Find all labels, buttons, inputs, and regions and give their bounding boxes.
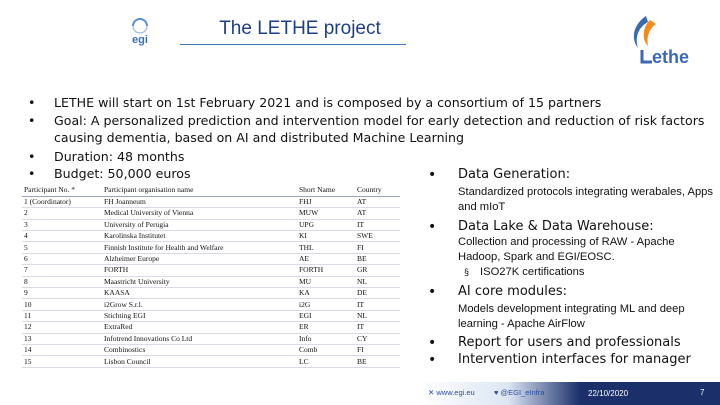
data-generation-heading: Data Generation: — [458, 167, 571, 182]
table-cell: GR — [355, 265, 400, 276]
bullet-dot-icon: • — [28, 148, 36, 164]
table-cell: 11 — [22, 310, 102, 321]
table-cell: Comb — [297, 344, 355, 355]
table-cell: IT — [355, 299, 400, 310]
table-row — [22, 322, 400, 333]
table-cell: FH Joanneum — [102, 196, 297, 207]
table-cell: NL — [355, 276, 400, 287]
list-item-sub — [428, 302, 714, 332]
table-cell: 8 — [22, 276, 102, 287]
list-item — [428, 283, 714, 300]
data-generation-description: Standardized protocols integrating werabales, Apps and mIoT — [458, 186, 713, 213]
list-item — [428, 218, 714, 235]
table-cell: LC — [297, 356, 355, 367]
egi-logo-text: egi — [132, 34, 148, 46]
table-cell: Finnish Institute for Health and Welfare — [102, 242, 297, 253]
table-cell: 7 — [22, 265, 102, 276]
website-link[interactable]: ✕ www.egi.eu — [428, 388, 475, 397]
table-cell: Combinostics — [102, 344, 297, 355]
table-cell: 1 (Coordinator) — [22, 196, 102, 207]
iso-certification: § ISO27K certifications — [464, 266, 585, 278]
column-header: Participant organisation name — [102, 185, 297, 196]
table-cell: 14 — [22, 344, 102, 355]
ai-core-description: Models development integrating ML and deep learning - Apache AirFlow — [458, 303, 685, 330]
table-cell: 2 — [22, 208, 102, 219]
table-cell: ER — [297, 322, 355, 333]
table-cell: FORTH — [102, 265, 297, 276]
table-cell: FORTH — [297, 265, 355, 276]
table-cell: SWE — [355, 231, 400, 242]
table-cell: NL — [355, 310, 400, 321]
title-wrap — [180, 18, 420, 40]
column-header: Participant No. * — [22, 185, 102, 196]
table-cell: Stichting EGI — [102, 310, 297, 321]
ai-core-heading: AI core modules: — [458, 284, 568, 299]
table-cell: Infotrend Innovations Co Ltd — [102, 333, 297, 344]
table-cell: BE — [355, 356, 400, 367]
table-cell: Karolinska Institutet — [102, 231, 297, 242]
bullet-dot-icon: • — [428, 219, 437, 235]
lethe-logo-icon — [612, 10, 704, 72]
table-cell: AT — [355, 208, 400, 219]
table-cell: IT — [355, 219, 400, 230]
table-row — [22, 299, 400, 310]
bullet-dot-icon: • — [428, 335, 437, 351]
table-cell: MU — [297, 276, 355, 287]
table-cell: Maastricht University — [102, 276, 297, 287]
table-cell: AE — [297, 253, 355, 264]
egi-logo-icon — [112, 16, 168, 46]
architecture-list — [428, 166, 714, 368]
table-header-row — [22, 185, 400, 196]
table-row — [22, 333, 400, 344]
table-cell: DE — [355, 288, 400, 299]
table-cell: FI — [355, 242, 400, 253]
table-cell: 12 — [22, 322, 102, 333]
reports-item: Report for users and professionals — [458, 335, 681, 350]
table-cell: KAASA — [102, 288, 297, 299]
table-cell: IT — [355, 322, 400, 333]
footer-date: 22/10/2020 — [588, 389, 629, 398]
table-cell: MUW — [297, 208, 355, 219]
table-cell: Info — [297, 333, 355, 344]
table-cell: 15 — [22, 356, 102, 367]
table-row — [22, 219, 400, 230]
data-lake-heading: Data Lake & Data Warehouse: — [458, 219, 654, 234]
bullet-dot-icon: • — [28, 95, 36, 110]
table-cell: FHJ — [297, 196, 355, 207]
table-row — [22, 208, 400, 219]
table-cell: 13 — [22, 333, 102, 344]
bullet-item: • Goal: A personalized prediction and intervention model for early detection and reduction of risk factors causing dementia, based on AI and distributed Machine Learning — [28, 112, 705, 145]
footer — [420, 382, 720, 405]
bullet-dot-icon: • — [28, 166, 36, 181]
table-cell: 5 — [22, 242, 102, 253]
table-row — [22, 253, 400, 264]
partners-table — [22, 185, 400, 368]
table-cell: Lisbon Council — [102, 356, 297, 367]
table-cell: i2Grow S.r.l. — [102, 299, 297, 310]
table-cell: KA — [297, 288, 355, 299]
table-cell: ExtraRed — [102, 322, 297, 333]
table-cell: EGI — [297, 310, 355, 321]
intervention-item: Intervention interfaces for manager — [458, 352, 691, 367]
table-row — [22, 288, 400, 299]
list-item — [428, 334, 714, 351]
table-row — [22, 276, 400, 287]
table-cell: 10 — [22, 299, 102, 310]
globe-icon: ✕ — [428, 388, 437, 397]
page-number: 7 — [700, 388, 705, 397]
table-cell: UPG — [297, 219, 355, 230]
bullet-item: • Duration: 48 months — [28, 148, 185, 164]
twitter-link[interactable]: ♥ @EGI_eInfra — [494, 388, 545, 397]
bullet-dot-icon: • — [28, 112, 36, 128]
section-bullet-icon: § — [464, 267, 470, 277]
table-cell: 9 — [22, 288, 102, 299]
table-cell: i2G — [297, 299, 355, 310]
data-lake-description: Collection and processing of RAW - Apache Hadoop, Spark and EGI/EOSC. — [458, 236, 675, 263]
bullet-dot-icon: • — [428, 352, 437, 368]
bullet-dot-icon: • — [428, 167, 437, 183]
table-cell: Alzheimer Europe — [102, 253, 297, 264]
lethe-logo-text: ethe — [652, 47, 690, 67]
table-row — [22, 265, 400, 276]
table-row — [22, 310, 400, 321]
table-cell: 6 — [22, 253, 102, 264]
table-cell: 4 — [22, 231, 102, 242]
bullet-item: • Budget: 50,000 euros — [28, 166, 191, 181]
table-row — [22, 231, 400, 242]
list-item — [428, 351, 714, 368]
table-cell: BE — [355, 253, 400, 264]
table-row — [22, 344, 400, 355]
table-cell: THL — [297, 242, 355, 253]
table-cell: CY — [355, 333, 400, 344]
column-header: Country — [355, 185, 400, 196]
column-header: Short Name — [297, 185, 355, 196]
table-cell: AT — [355, 196, 400, 207]
table-cell: University of Perugia — [102, 219, 297, 230]
table-cell: FI — [355, 344, 400, 355]
list-item — [428, 166, 714, 183]
bullet-dot-icon: • — [428, 284, 437, 300]
table-body — [22, 196, 400, 367]
table-row — [22, 356, 400, 367]
page-title: The LETHE project — [219, 18, 381, 39]
list-item-sub — [428, 185, 714, 215]
title-underline — [180, 44, 406, 45]
table-cell: 3 — [22, 219, 102, 230]
table-cell: KI — [297, 231, 355, 242]
bullet-item: • LETHE will start on 1st February 2021 and is composed by a consortium of 15 partners — [28, 95, 602, 110]
list-item-sub — [428, 235, 714, 280]
table-cell: Medical University of Vienna — [102, 208, 297, 219]
table-row — [22, 242, 400, 253]
table-row — [22, 196, 400, 207]
twitter-bird-icon: ♥ — [494, 388, 501, 397]
